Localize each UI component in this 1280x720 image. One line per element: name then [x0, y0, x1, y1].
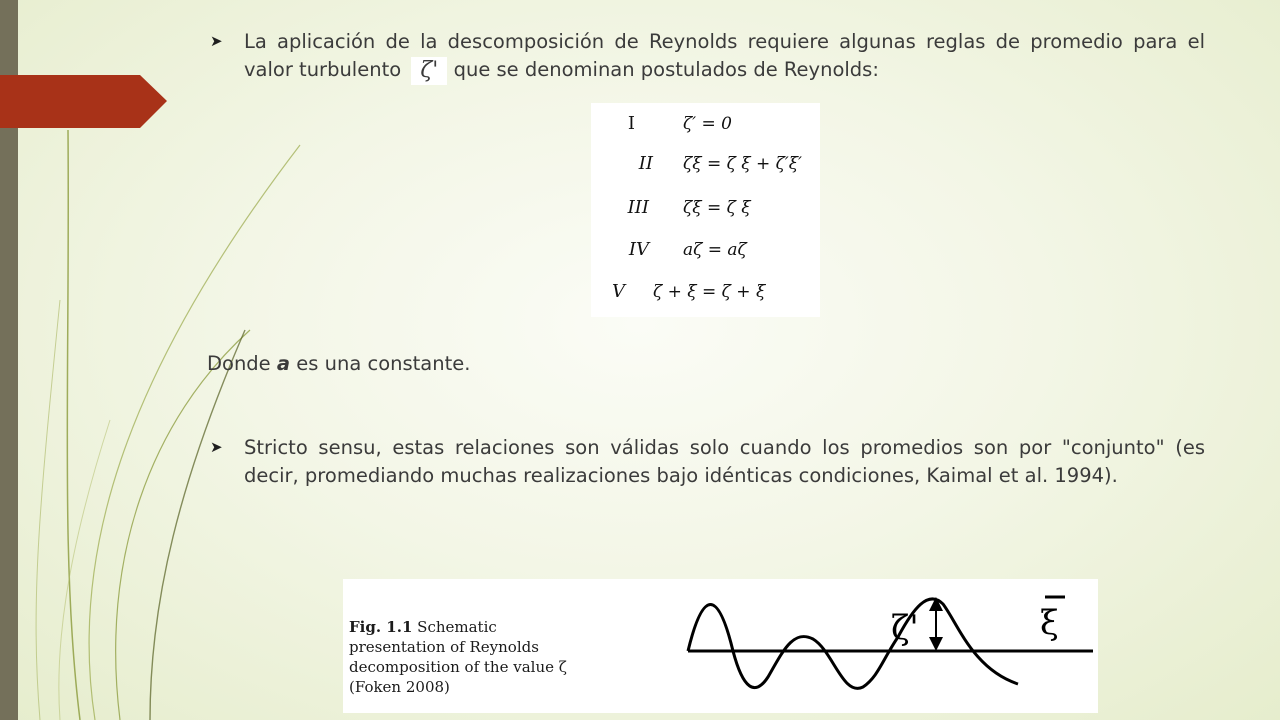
postulate-formula: ζξ = ζ ξ + ζ′ξ′	[683, 154, 802, 174]
constant-var: a	[276, 352, 291, 375]
postulate-formula: ζ′ = 0	[683, 114, 732, 134]
postulate-numeral: IV	[628, 239, 649, 260]
bullet-arrow-icon: ➤	[210, 438, 223, 456]
reynolds-decomposition-figure	[343, 579, 1098, 713]
figure-caption-text: Schematic presentation of Reynolds decomposition of the value ζ (Foken 2008)	[349, 618, 567, 696]
constant-note	[207, 352, 470, 375]
figure-label: Fig. 1.1	[349, 618, 413, 636]
turbulent-signal-curve	[688, 599, 1018, 689]
postulate-formula: ζξ = ζ ξ	[683, 198, 751, 218]
postulate-numeral: I	[627, 113, 635, 134]
bullet-text	[244, 28, 1205, 85]
postulates-formulas	[591, 103, 820, 317]
arrow-head-down	[929, 637, 943, 651]
postulate-numeral: III	[627, 197, 649, 218]
turbulent-symbol: ζ'	[411, 57, 447, 85]
postulate-numeral: II	[638, 153, 653, 174]
title-accent-tab	[0, 75, 167, 128]
figure-caption	[349, 617, 579, 697]
postulate-formula: aζ = aζ	[683, 240, 747, 260]
bullet1-text-before: La aplicación de la descomposición de Reynolds requiere algunas reglas de promedio para el valor turbulento	[244, 30, 1205, 81]
postulate-numeral: V	[612, 281, 625, 302]
fluctuation-label: ζ'	[891, 608, 919, 648]
mean-label: ξ	[1040, 603, 1059, 643]
bullet1-text-after: que se denominan postulados de Reynolds:	[453, 58, 879, 81]
turbulence-wave-diagram	[673, 579, 1098, 713]
bullet-reynolds-rules	[210, 28, 1205, 85]
bullet-stricto-sensu	[210, 434, 1205, 490]
bullet2-text: Stricto sensu, estas relaciones son válidas solo cuando los promedios son por "conjunto" (es decir, promediando muchas realizaciones bajo idénticas condiciones, Kaimal et al. 1994).	[244, 436, 1205, 487]
constant-note-before: Donde	[207, 352, 277, 375]
constant-note-after: es una constante.	[290, 352, 471, 375]
bullet-arrow-icon: ➤	[210, 32, 223, 50]
reynolds-postulates-image	[591, 103, 820, 317]
postulate-formula: ζ + ξ = ζ + ξ	[653, 282, 766, 302]
